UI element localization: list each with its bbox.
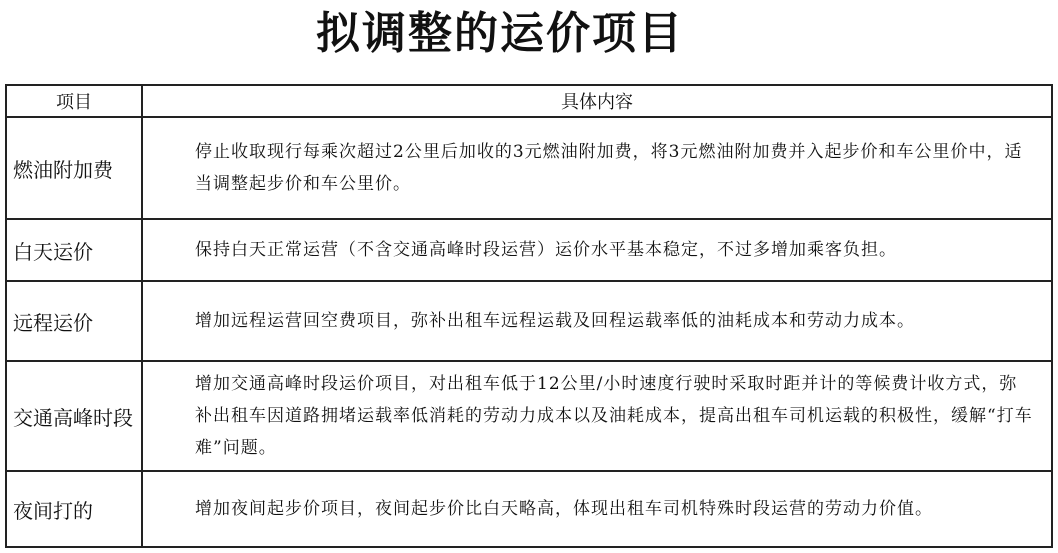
table-header-row — [6, 85, 1052, 117]
row-item-label: 白天运价 — [6, 219, 142, 281]
row-content: 增加夜间起步价项目，夜间起步价比白天略高，体现出租车司机特殊时段运营的劳动力价值。 — [142, 471, 1052, 547]
row-item-label: 远程运价 — [6, 281, 142, 361]
row-content: 保持白天正常运营（不含交通高峰时段运营）运价水平基本稳定，不过多增加乘客负担。 — [142, 219, 1052, 281]
column-header-content: 具体内容 — [142, 85, 1052, 117]
table-row — [6, 471, 1052, 547]
table-row — [6, 219, 1052, 281]
table-row — [6, 281, 1052, 361]
table-row — [6, 117, 1052, 219]
row-item-label: 燃油附加费 — [6, 117, 142, 219]
row-item-label: 夜间打的 — [6, 471, 142, 547]
row-content: 停止收取现行每乘次超过2公里后加收的3元燃油附加费，将3元燃油附加费并入起步价和车公里价中，适当调整起步价和车公里价。 — [142, 117, 1052, 219]
column-header-item: 项目 — [6, 85, 142, 117]
page-title: 拟调整的运价项目 — [316, 8, 684, 59]
table-row — [6, 361, 1052, 471]
row-content: 增加交通高峰时段运价项目，对出租车低于12公里/小时速度行驶时采取时距并计的等候费计收方式，弥补出租车因道路拥堵运载率低消耗的劳动力成本以及油耗成本，提高出租车司机运载的积极性，缓解“打车难”问题。 — [142, 361, 1052, 471]
row-content: 增加远程运营回空费项目，弥补出租车远程运载及回程运载率低的油耗成本和劳动力成本。 — [142, 281, 1052, 361]
row-item-label: 交通高峰时段 — [6, 361, 142, 471]
fare-adjustment-table — [5, 84, 1053, 548]
